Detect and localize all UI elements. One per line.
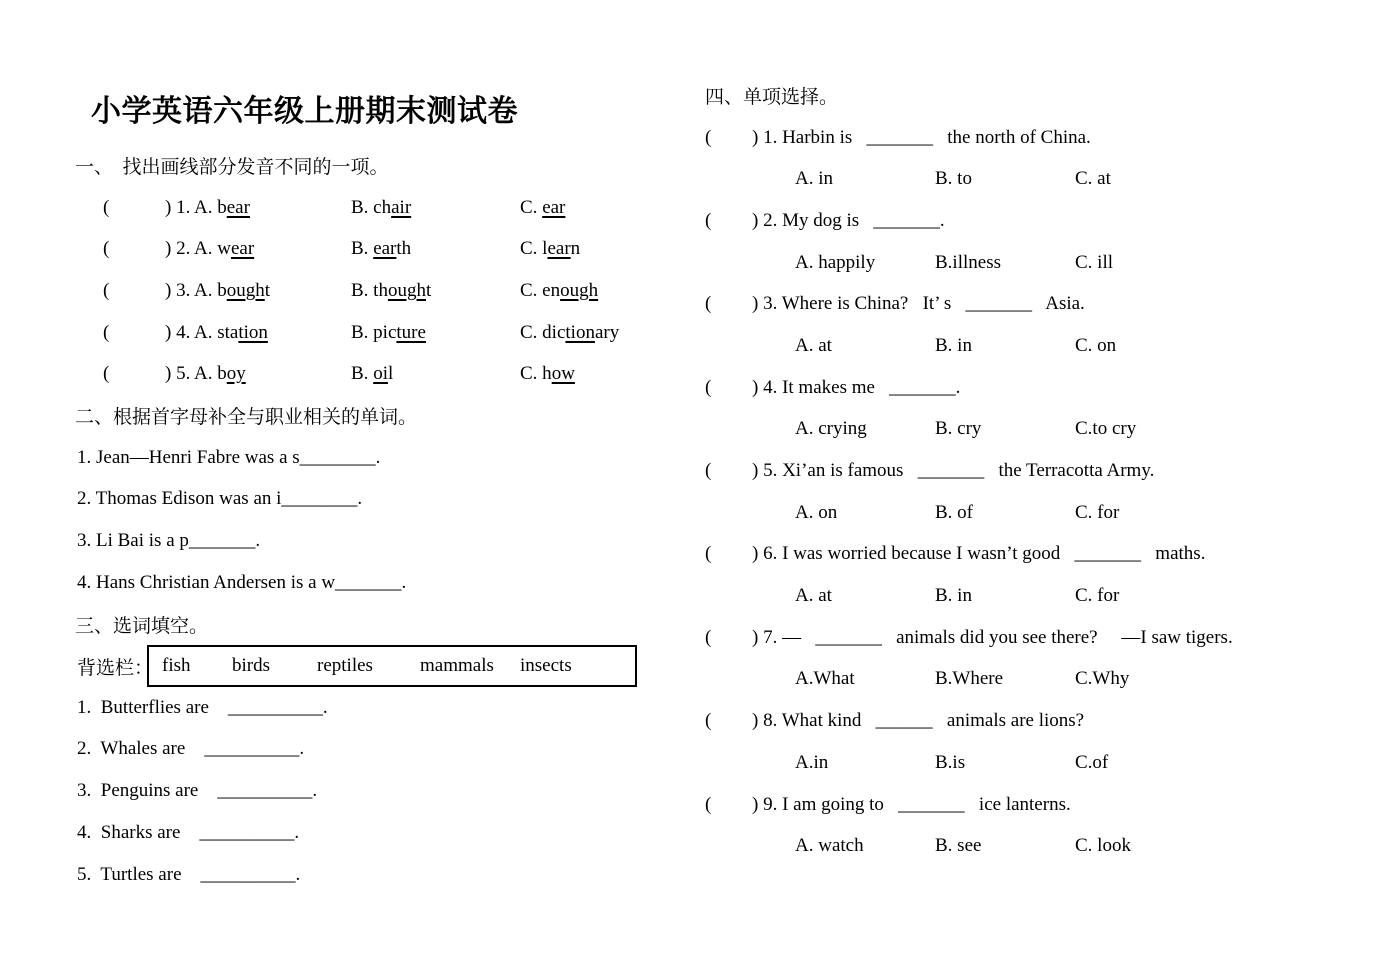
phonics-5-option-c xyxy=(520,363,575,385)
option-text: t xyxy=(264,279,271,301)
mc-question-8 xyxy=(705,700,1375,742)
right-column xyxy=(637,0,1375,895)
phonics-5-option-b xyxy=(351,363,520,385)
underlined-letters: ear xyxy=(230,238,255,260)
underlined-letters: air xyxy=(391,196,412,218)
paren-open: ( xyxy=(705,793,712,815)
question-stem: ) 7. — _______ animals did you see there? —I saw tigers. xyxy=(752,626,1233,648)
paren-open: ( xyxy=(103,321,110,343)
fill-item-2: 2. Whales are __________. xyxy=(77,738,305,760)
option-b: B. see xyxy=(935,835,982,857)
paren-open: ( xyxy=(103,238,110,260)
underlined-letters: ear xyxy=(542,196,566,218)
mc-question-1 xyxy=(705,117,1375,159)
bank-word: reptiles xyxy=(317,655,373,677)
phonics-item-5 xyxy=(75,353,637,395)
option-text: ) 3. A. b xyxy=(165,279,227,301)
option-c: C. ill xyxy=(1075,251,1114,273)
underlined-letters: ow xyxy=(551,363,575,385)
bank-word: insects xyxy=(520,655,572,677)
underlined-letters: oy xyxy=(226,363,246,385)
section3-heading: 三、选词填空。 xyxy=(75,615,209,637)
option-c: C.Why xyxy=(1075,668,1130,690)
word-bank-row xyxy=(75,645,637,687)
option-text: th xyxy=(396,238,412,260)
fill-item-4: 4. Sharks are __________. xyxy=(77,821,300,843)
left-column xyxy=(75,0,637,895)
paren-open: ( xyxy=(705,209,712,231)
mc-options-1 xyxy=(705,158,1375,200)
option-b: B. in xyxy=(935,334,972,356)
question-stem: ) 8. What kind ______ animals are lions? xyxy=(752,710,1085,732)
phonics-item-2 xyxy=(75,228,637,270)
question-stem: ) 9. I am going to _______ ice lanterns. xyxy=(752,793,1071,815)
page-title: 小学英语六年级上册期末测试卷 xyxy=(91,95,518,128)
mc-question-6 xyxy=(705,534,1375,576)
option-text: C. l xyxy=(520,238,548,260)
mc-options-6 xyxy=(705,575,1375,617)
mc-question-2 xyxy=(705,200,1375,242)
option-c: C. for xyxy=(1075,501,1120,523)
phonics-item-4 xyxy=(75,312,637,354)
option-text: ) 4. A. sta xyxy=(165,321,239,343)
mc-options-2 xyxy=(705,242,1375,284)
option-a: A. crying xyxy=(795,418,867,440)
option-text: B. ch xyxy=(351,196,392,218)
option-c: C.to cry xyxy=(1075,418,1137,440)
option-b: B. in xyxy=(935,585,972,607)
phonics-1-option-c xyxy=(520,197,565,219)
section1-heading: 一、 找出画线部分发音不同的一项。 xyxy=(75,157,389,179)
question-stem: ) 5. Xi’an is famous _______ the Terracotta Army. xyxy=(752,460,1155,482)
option-text: ) 2. A. w xyxy=(165,238,231,260)
option-text: C. h xyxy=(520,363,552,385)
vocab-item-4: 4. Hans Christian Andersen is a w_______. xyxy=(77,571,407,593)
option-text: ) 1. A. b xyxy=(165,196,227,218)
option-c: C.of xyxy=(1075,751,1109,773)
mc-question-4 xyxy=(705,367,1375,409)
phonics-3-option-c xyxy=(520,280,598,302)
mc-options-4 xyxy=(705,409,1375,451)
option-c: C. on xyxy=(1075,334,1117,356)
option-text: C. xyxy=(520,196,543,218)
phonics-3-option-b xyxy=(351,280,520,302)
paren-open: ( xyxy=(705,460,712,482)
phonics-3-option-a xyxy=(165,280,351,302)
fill-item-5: 5. Turtles are __________. xyxy=(77,863,301,885)
question-stem: ) 1. Harbin is _______ the north of China. xyxy=(752,126,1091,148)
mc-question-5 xyxy=(705,450,1375,492)
option-c: C. at xyxy=(1075,168,1111,190)
underlined-letters: tion xyxy=(565,321,595,343)
phonics-item-3 xyxy=(75,270,637,312)
option-a: A. at xyxy=(795,334,832,356)
phonics-1-option-b xyxy=(351,197,520,219)
option-b: B. of xyxy=(935,501,973,523)
word-bank-label: 背选栏： xyxy=(77,657,154,679)
paren-open: ( xyxy=(705,126,712,148)
underlined-letters: ough xyxy=(387,279,426,301)
option-a: A.What xyxy=(795,668,855,690)
phonics-2-option-b xyxy=(351,238,520,260)
option-text: l xyxy=(387,363,394,385)
option-a: A. happily xyxy=(795,251,876,273)
paren-open: ( xyxy=(705,543,712,565)
option-text: B. xyxy=(351,363,374,385)
paren-open: ( xyxy=(103,363,110,385)
phonics-1-option-a xyxy=(165,197,351,219)
question-stem: ) 2. My dog is _______. xyxy=(752,209,945,231)
question-stem: ) 6. I was worried because I wasn’t good _______ maths. xyxy=(752,543,1206,565)
underlined-letters: ear xyxy=(547,238,571,260)
underlined-letters: ough xyxy=(226,279,265,301)
option-text: t xyxy=(425,279,432,301)
option-text: C. dic xyxy=(520,321,566,343)
option-c: C. look xyxy=(1075,835,1131,857)
option-text: B. xyxy=(351,238,374,260)
phonics-4-option-a xyxy=(165,322,351,344)
option-c: C. for xyxy=(1075,585,1120,607)
option-b: B. cry xyxy=(935,418,982,440)
vocab-item-2: 2. Thomas Edison was an i________. xyxy=(77,488,363,510)
option-b: B. to xyxy=(935,168,972,190)
underlined-letters: ough xyxy=(560,279,599,301)
section2-heading: 二、根据首字母补全与职业相关的单词。 xyxy=(75,407,418,429)
mc-options-9 xyxy=(705,825,1375,867)
paren-open: ( xyxy=(103,279,110,301)
bank-word: mammals xyxy=(420,655,494,677)
paren-open: ( xyxy=(705,376,712,398)
option-text: ) 5. A. b xyxy=(165,363,227,385)
mc-options-5 xyxy=(705,492,1375,534)
option-text: ary xyxy=(594,321,620,343)
mc-question-9 xyxy=(705,784,1375,826)
option-text: B. th xyxy=(351,279,388,301)
mc-options-3 xyxy=(705,325,1375,367)
mc-options-8 xyxy=(705,742,1375,784)
phonics-2-option-c xyxy=(520,238,580,260)
phonics-2-option-a xyxy=(165,238,351,260)
bank-word: birds xyxy=(232,655,270,677)
vocab-item-3: 3. Li Bai is a p_______. xyxy=(77,530,261,552)
section4-heading: 四、单项选择。 xyxy=(705,87,839,109)
question-stem: ) 3. Where is China? It’ s _______ Asia. xyxy=(752,293,1085,315)
mc-question-3 xyxy=(705,283,1375,325)
underlined-letters: ture xyxy=(396,321,426,343)
fill-item-1: 1. Butterflies are __________. xyxy=(77,696,328,718)
option-text: n xyxy=(570,238,581,260)
option-a: A. in xyxy=(795,168,833,190)
fill-item-3: 3. Penguins are __________. xyxy=(77,780,318,802)
underlined-letters: ear xyxy=(373,238,397,260)
paren-open: ( xyxy=(103,196,110,218)
option-a: A. on xyxy=(795,501,838,523)
option-a: A. at xyxy=(795,585,832,607)
option-a: A. watch xyxy=(795,835,864,857)
mc-question-7 xyxy=(705,617,1375,659)
option-b: B.is xyxy=(935,751,966,773)
option-b: B.Where xyxy=(935,668,1004,690)
option-text: C. en xyxy=(520,279,561,301)
phonics-4-option-c xyxy=(520,322,619,344)
underlined-letters: tion xyxy=(238,321,268,343)
vocab-item-1: 1. Jean—Henri Fabre was a s________. xyxy=(77,446,381,468)
option-text: B. pic xyxy=(351,321,397,343)
phonics-item-1 xyxy=(75,187,637,229)
phonics-5-option-a xyxy=(165,363,351,385)
bank-word: fish xyxy=(162,655,191,677)
paren-open: ( xyxy=(705,626,712,648)
question-stem: ) 4. It makes me _______. xyxy=(752,376,961,398)
option-b: B.illness xyxy=(935,251,1001,273)
phonics-4-option-b xyxy=(351,322,520,344)
paren-open: ( xyxy=(705,293,712,315)
underlined-letters: oi xyxy=(373,363,388,385)
option-a: A.in xyxy=(795,751,829,773)
word-bank-box xyxy=(147,645,637,687)
underlined-letters: ear xyxy=(226,196,250,218)
paren-open: ( xyxy=(705,710,712,732)
mc-options-7 xyxy=(705,659,1375,701)
